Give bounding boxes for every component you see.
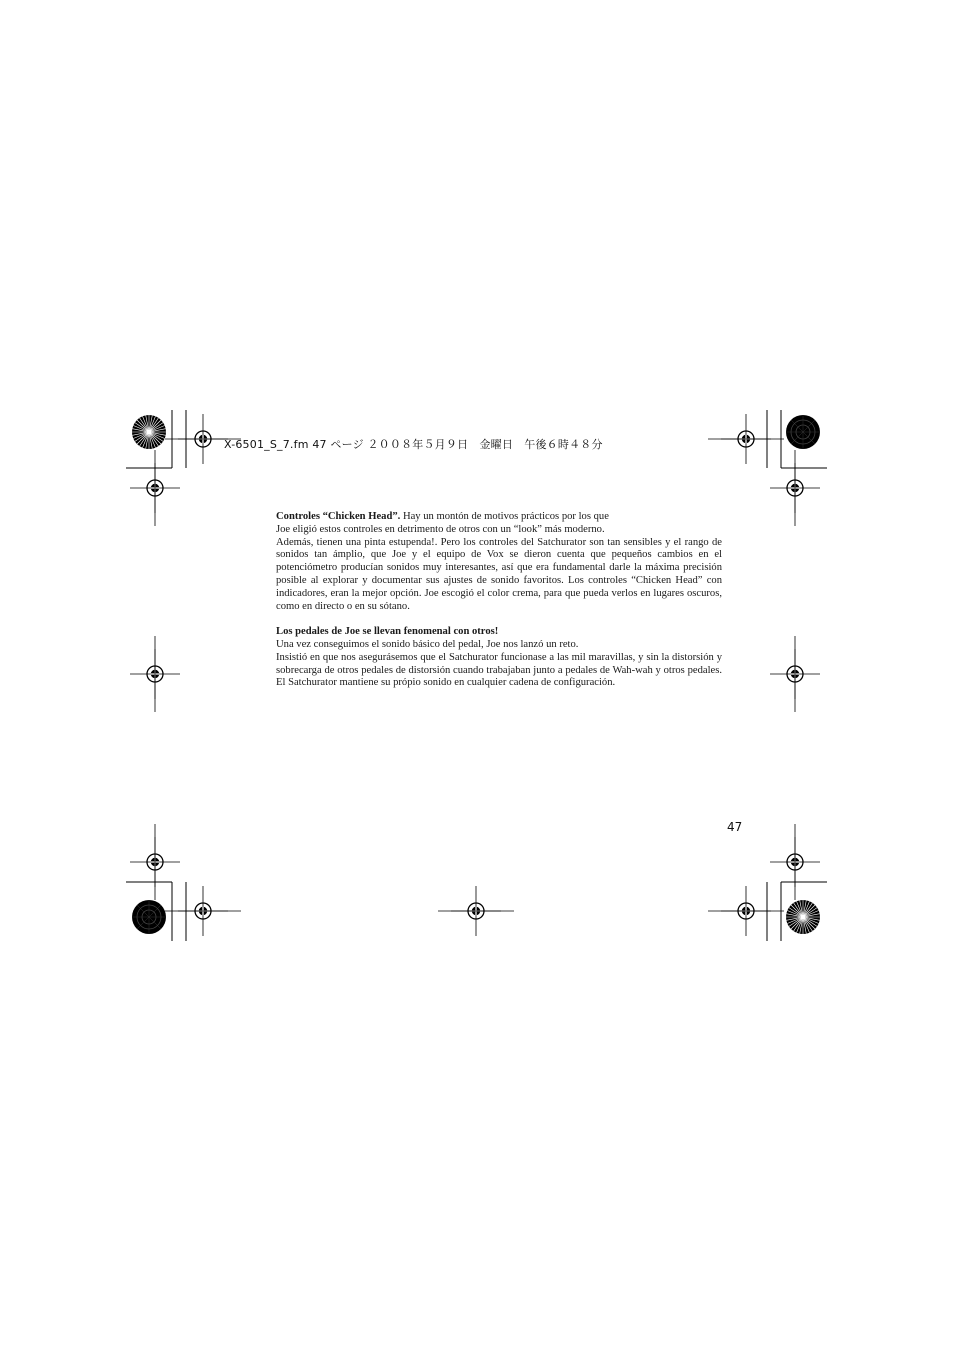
paragraph-line: Insistió en que nos asegurásemos que el Satchurator funcionase a las mil maravillas, y sin la distorsión y sobrecarga de otros pedales de distorsión cuando trabajaban junto a pedales de Wah-wah y otros pedales. El Satchurator mantiene su própio sonido en cualquier cadena de configuración. xyxy=(276,651,722,689)
paragraph-line: Joe eligió estos controles en detrimento de otros con un “look” más moderno. xyxy=(276,523,605,535)
section-title: Controles “Chicken Head”. xyxy=(276,511,401,522)
paragraph-line: Una vez conseguimos el sonido básico del pedal, Joe nos lanzó un reto. xyxy=(276,638,579,650)
star-target-icon xyxy=(786,900,820,934)
star-target-icon xyxy=(132,415,166,449)
paragraph-line: Además, tienen una pinta estupenda!. Pero los controles del Satchurator son tan sensibles y el rango de sonidos tan ámplio, que Joe y el equipo de Vox se dieron cuenta que pequeños cambios en el potenciómetro producían sonidos muy interesantes, así que era fundamental darle la máxima precisión posible al explorar y documentar sus ajustes de sonido favoritos. Los controles “Chicken Head” con indicadores, eran la mejor opción. Joe escogió el color crema, para que pueda verlos en lugares oscuros, como en directo o en su sótano. xyxy=(276,536,722,612)
star-target-icon xyxy=(786,415,820,449)
paragraph-gap xyxy=(276,613,722,626)
paragraph-chicken-head xyxy=(276,511,722,524)
star-target-icon xyxy=(132,900,166,934)
file-info-header: X-6501_S_7.fm 47 ページ ２００８年５月９日 金曜日 午後６時４８分 xyxy=(224,438,603,451)
section-title: Los pedales de Joe se llevan fenomenal con otros! xyxy=(276,626,499,638)
document-body xyxy=(276,511,722,690)
page-number: 47 xyxy=(727,820,743,834)
paragraph-line: Hay un montón de motivos prácticos por los que xyxy=(400,511,609,522)
